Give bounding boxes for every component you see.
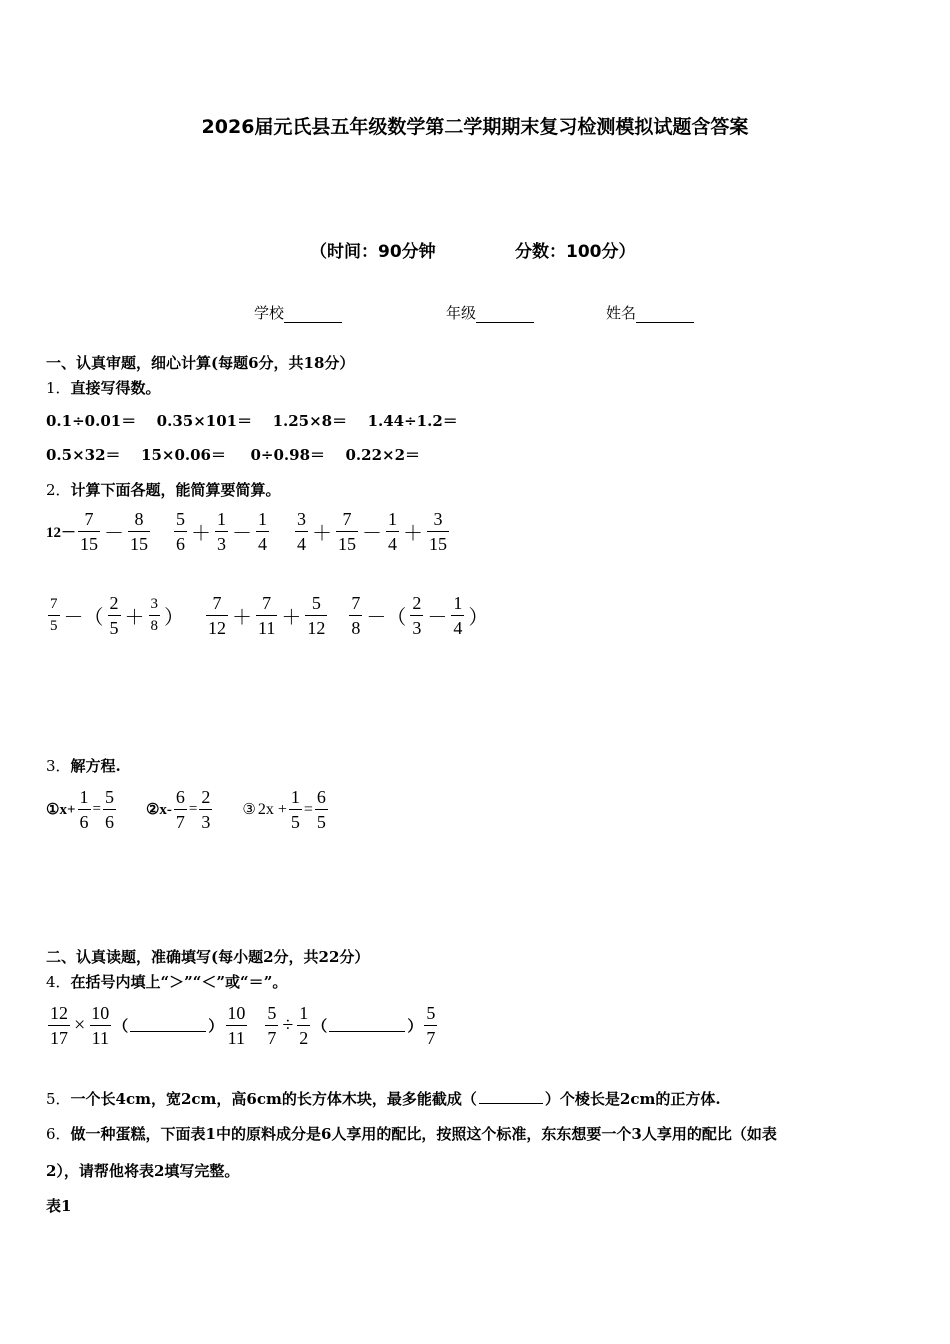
name-field	[606, 302, 694, 323]
grade-label: 年级	[446, 304, 477, 322]
operator: ＋	[124, 607, 145, 629]
calc-item: 1.44÷1.2＝	[367, 412, 458, 430]
fraction: $\frac{1}{6}$	[79, 787, 89, 832]
q3-equations	[46, 788, 330, 831]
q3-text: 解方程.	[70, 757, 121, 775]
q5-text-after: ）个棱长是2cm的正方体.	[544, 1090, 721, 1108]
table-label: 表1	[46, 1197, 72, 1215]
question-4	[46, 971, 287, 992]
q4-text: 在括号内填上“＞”“＜”或“＝”。	[70, 973, 288, 991]
equation-lead: ①x+	[46, 802, 76, 818]
fraction: $\frac{2}{3}$	[412, 593, 422, 638]
operator: ）	[468, 607, 489, 629]
paren-close: ）	[208, 1019, 224, 1035]
grade-field	[446, 302, 534, 323]
q2-text: 计算下面各题，能简算要简算。	[70, 481, 281, 499]
fraction: $\frac{2}{5}$	[109, 593, 119, 638]
question-3	[46, 755, 121, 776]
operator: ＋	[403, 523, 424, 545]
fraction: $\frac{3}{8}$	[150, 596, 158, 634]
fraction: $\frac{1}{4}$	[388, 509, 398, 554]
equation-lead: ②x-	[145, 802, 172, 818]
fraction: $\frac{2}{3}$	[201, 787, 211, 832]
paren-open: （	[113, 1019, 129, 1035]
answer-blank[interactable]	[479, 1091, 543, 1104]
expr-lead: 12－	[46, 525, 77, 541]
fraction: $\frac{5}{7}$	[426, 1003, 436, 1048]
name-blank[interactable]	[636, 308, 694, 323]
calc-item: 0.5×32＝	[46, 446, 121, 464]
operator: －	[362, 523, 383, 545]
section1-heading: 一、认真审题，细心计算(每题6分，共18分）	[46, 354, 355, 372]
paren-close: ）	[407, 1019, 423, 1035]
fraction: $\frac{10}{11}$	[91, 1003, 110, 1048]
fraction: $\frac{7}{15}$	[338, 509, 357, 554]
answer-blank[interactable]	[329, 1019, 405, 1032]
fraction: $\frac{7}{12}$	[208, 593, 226, 638]
fraction: $\frac{6}{5}$	[316, 787, 326, 832]
equals-sign: =	[188, 801, 198, 817]
fraction: $\frac{8}{15}$	[130, 509, 149, 554]
q2-row-2	[46, 594, 490, 637]
grade-blank[interactable]	[476, 308, 534, 323]
operator: －	[427, 607, 448, 629]
q1-row-1	[46, 410, 458, 431]
calc-item: 0.1÷0.01＝	[46, 412, 137, 430]
question-6-cont	[46, 1160, 239, 1181]
fraction: $\frac{5}{6}$	[176, 509, 186, 554]
equals-sign: =	[92, 801, 101, 817]
operator: ＋	[281, 607, 302, 629]
operator: －（	[366, 607, 407, 629]
fraction: $\frac{7}{15}$	[80, 509, 99, 554]
question-6	[46, 1123, 777, 1144]
fraction: $\frac{5}{7}$	[267, 1003, 277, 1048]
operator: －	[104, 523, 125, 545]
fraction: $\frac{7}{5}$	[50, 596, 58, 634]
operator: －（	[63, 607, 104, 629]
operator: ＋	[312, 523, 333, 545]
operator: ÷	[282, 1014, 294, 1036]
score-info: 分数：100分）	[515, 242, 636, 262]
fraction: $\frac{3}{4}$	[297, 509, 307, 554]
fraction: $\frac{5}{6}$	[104, 787, 114, 832]
q4-comparisons	[46, 1004, 439, 1047]
operator: ＋	[232, 607, 252, 629]
q3-number: 3．	[46, 757, 71, 775]
q6-number: 6．	[46, 1125, 71, 1143]
fraction: $\frac{1}{3}$	[217, 509, 227, 554]
fraction: $\frac{1}{4}$	[258, 509, 268, 554]
operator: ×	[74, 1014, 86, 1036]
calc-item: 0.35×101＝	[156, 412, 253, 430]
school-field	[254, 302, 342, 323]
question-1	[46, 377, 161, 398]
calc-item: 0.22×2＝	[345, 446, 421, 464]
q5-number: 5．	[46, 1090, 71, 1108]
paren-open: （	[312, 1019, 328, 1035]
operator: －	[232, 523, 253, 545]
q1-number: 1．	[46, 379, 71, 397]
q4-number: 4．	[46, 973, 71, 991]
fraction: $\frac{1}{2}$	[299, 1003, 309, 1048]
answer-blank[interactable]	[130, 1019, 206, 1032]
name-label: 姓名	[606, 304, 637, 322]
q1-text: 直接写得数。	[70, 379, 161, 397]
q2-number: 2．	[46, 481, 71, 499]
time-info: （时间：90分钟	[310, 242, 436, 262]
fraction: $\frac{7}{11}$	[258, 593, 276, 638]
fraction: $\frac{7}{8}$	[351, 593, 361, 638]
school-label: 学校	[254, 304, 285, 322]
equation-lead: ③	[242, 802, 256, 818]
fraction: $\frac{6}{7}$	[175, 787, 185, 832]
q5-text-before: 一个长4cm，宽2cm，高6cm的长方体木块，最多能截成（	[70, 1090, 477, 1108]
fraction: $\frac{1}{5}$	[290, 787, 300, 832]
fraction: $\frac{3}{15}$	[429, 509, 448, 554]
fraction: $\frac{10}{11}$	[227, 1003, 246, 1048]
fraction: $\frac{1}{4}$	[453, 593, 463, 638]
section2-heading: 二、认真读题，准确填写(每小题2分，共22分）	[46, 948, 370, 966]
calc-item: 0÷0.98＝	[250, 446, 326, 464]
q6-text-line2: 2），请帮他将表2填写完整。	[46, 1162, 240, 1180]
fraction: $\frac{5}{12}$	[307, 593, 326, 638]
question-2	[46, 479, 281, 500]
fraction: $\frac{12}{17}$	[50, 1003, 68, 1048]
calc-item: 15×0.06＝	[141, 446, 226, 464]
q1-row-2	[46, 444, 420, 465]
equation-term: 2x +	[257, 800, 287, 818]
operator: ＋	[191, 523, 212, 545]
calc-item: 1.25×8＝	[272, 412, 348, 430]
q6-text-line1: 做一种蛋糕，下面表1中的原料成分是6人享用的配比，按照这个标准，东东想要一个3人享用的配比（如表	[70, 1125, 777, 1143]
question-5	[46, 1088, 721, 1109]
q2-row-1	[46, 510, 451, 553]
page-title: 2026届元氏县五年级数学第二学期期末复习检测模拟试题含答案	[201, 116, 749, 138]
equals-sign: =	[303, 800, 313, 818]
school-blank[interactable]	[284, 308, 342, 323]
operator: ）	[164, 607, 184, 629]
